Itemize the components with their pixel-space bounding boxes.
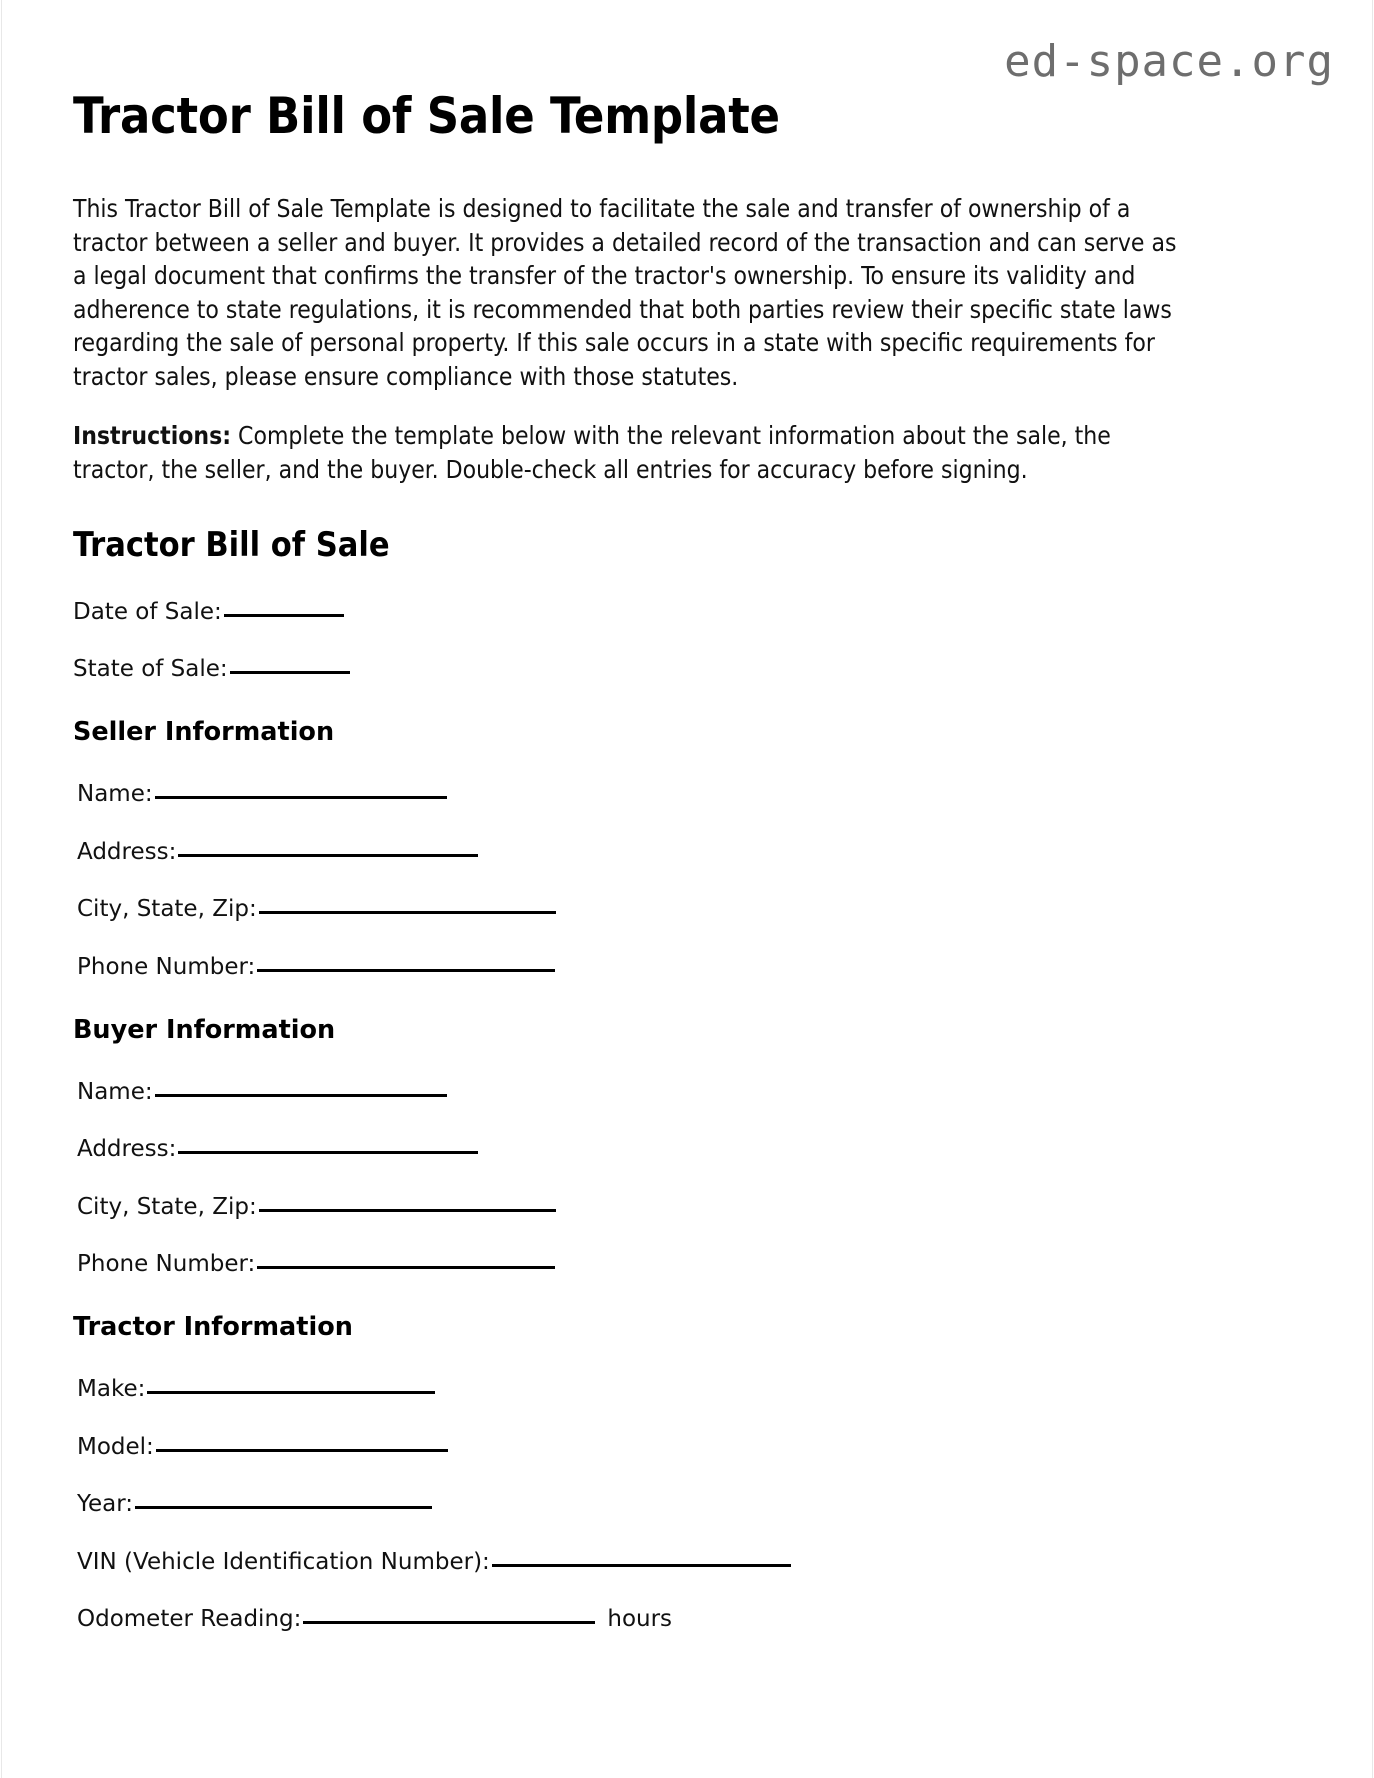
page-edge-left [1,0,2,1778]
field-input-tractor-odometer[interactable] [303,1605,595,1624]
field-label-seller-name: Name: [77,781,153,808]
field-input-tractor-year[interactable] [135,1490,432,1509]
field-tractor-vin [73,1519,1253,1577]
field-state-of-sale [73,626,1253,684]
field-input-seller-address[interactable] [178,838,478,857]
field-input-buyer-city-state-zip[interactable] [259,1193,556,1212]
field-input-buyer-address[interactable] [178,1135,478,1154]
field-label-date-of-sale: Date of Sale: [73,598,222,625]
site-watermark: ed-space.org [1004,36,1334,87]
intro-paragraph: This Tractor Bill of Sale Template is designed to facilitate the sale and transfer of ownership of a tractor between a seller and buyer. It provides a detailed record of the transaction and can serve as a legal document that confirms the transfer of the tractor's ownership. To ensure its validity and adherence to state regulations, it is recommended that both parties review their specific state laws regarding the sale of personal property. If this sale occurs in a state with specific requirements for tractor sales, please ensure compliance with those statutes. [73,194,1177,391]
field-buyer-address [73,1106,1253,1164]
field-label-buyer-city-state-zip: City, State, Zip: [77,1193,257,1220]
form-heading: Tractor Bill of Sale [73,524,390,565]
field-buyer-name [73,1044,1253,1107]
document-content [73,0,1253,1634]
field-input-tractor-vin[interactable] [492,1548,791,1567]
field-input-tractor-make[interactable] [147,1375,435,1394]
group-heading-buyer: Buyer Information [73,1014,336,1045]
field-tractor-model [73,1404,1253,1462]
field-input-tractor-model[interactable] [156,1433,448,1452]
instructions-label: Instructions: [73,421,232,451]
field-label-state-of-sale: State of Sale: [73,656,228,683]
page-edge-right [1372,0,1373,1778]
field-input-state-of-sale[interactable] [230,655,350,674]
field-label-tractor-model: Model: [77,1433,154,1460]
field-input-date-of-sale[interactable] [224,598,344,617]
field-label-seller-address: Address: [77,838,177,865]
field-input-buyer-name[interactable] [155,1078,447,1097]
field-label-tractor-vin: VIN (Vehicle Identification Number): [77,1548,490,1575]
group-heading-seller: Seller Information [73,717,335,748]
field-input-seller-city-state-zip[interactable] [259,895,556,914]
field-seller-city-state-zip [73,866,1253,924]
group-heading-tractor: Tractor Information [73,1311,353,1342]
field-label-buyer-name: Name: [77,1078,153,1105]
field-seller-address [73,809,1253,867]
field-label-buyer-phone: Phone Number: [77,1251,256,1278]
field-tractor-year [73,1461,1253,1519]
field-seller-phone [73,924,1253,982]
field-input-seller-name[interactable] [155,780,447,799]
field-buyer-city-state-zip [73,1164,1253,1222]
field-label-tractor-make: Make: [77,1375,146,1402]
instructions-text: Complete the template below with the relevant information about the sale, the tractor, the seller, and the buyer. Double-check all entries for accuracy before signing. [73,421,1111,484]
field-buyer-phone [73,1221,1253,1279]
field-tractor-make [73,1341,1253,1404]
field-input-buyer-phone[interactable] [257,1250,555,1269]
field-label-tractor-odometer: Odometer Reading: [77,1606,302,1633]
field-unit-tractor-odometer: hours [607,1606,673,1633]
page-title: Tractor Bill of Sale Template [73,87,780,145]
field-label-seller-city-state-zip: City, State, Zip: [77,896,257,923]
field-label-seller-phone: Phone Number: [77,953,256,980]
field-label-buyer-address: Address: [77,1136,177,1163]
instructions-paragraph [73,393,1183,486]
field-tractor-odometer [73,1576,1253,1634]
field-seller-name [73,746,1253,809]
field-label-tractor-year: Year: [77,1491,134,1518]
field-date-of-sale [73,564,1253,627]
field-input-seller-phone[interactable] [257,953,555,972]
